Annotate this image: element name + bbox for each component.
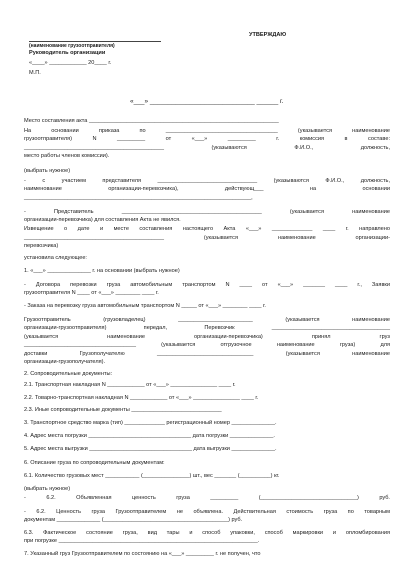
body-line: 5. Адрес места выгрузки _________________________________ дата выгрузки ______________.: [24, 446, 277, 452]
body-line: при погрузке ________________________________________________________________.: [24, 538, 260, 544]
body-line: место работы членов комиссии).: [24, 153, 110, 159]
body-line: доставки Грузополучателю _______________________________ (указывается наименование: [24, 351, 390, 357]
shipper-name-caption: (наименование грузоотправителя): [29, 41, 161, 50]
body-line: грузоотправителя N ____ от «___» ________ ____ г.: [24, 290, 159, 296]
body-line: 2.2. Товарно-транспортная накладная N ____________ от «___» _______________ ____ г.: [24, 395, 259, 401]
head-of-organization: Руководитель организации: [29, 50, 106, 56]
body-line: 7. Указанный груз Грузоотправителем по состоянию на «___» _________ г. не получен, что: [24, 551, 261, 557]
body-line: Извещение о дате и месте составления настоящего Акта «___» _____________ ____ г. направлено: [24, 226, 390, 232]
body-line: На основании приказа по ____________________________________ (указывается наименование: [24, 128, 390, 134]
body-line: - Заказа на перевозку груза автомобильным транспортом N _____ от «___» ________ ____ г.: [24, 303, 266, 309]
body-line: 6. Описание груза по сопроводительным документам:: [24, 460, 165, 466]
act-date-line: «___» _____________________________ ______ г.: [130, 98, 284, 105]
body-line: установила следующее:: [24, 255, 87, 261]
body-line: - Представитель _____________________________________________ (указывается наименование: [24, 209, 390, 215]
body-line: 4. Адрес места погрузки _________________________________ дата погрузки ______________.: [24, 433, 275, 439]
seal-label: М.П.: [29, 70, 41, 76]
approval-date-line: «____» ____________ 20____ г.: [29, 60, 112, 66]
body-line: - 6.2. Объявленная ценность груза _________ (_______________________________) руб.: [24, 495, 390, 501]
body-line: - с участием представителя ________________________________ (указываются Ф.И.О., должность,: [24, 178, 390, 184]
body-line: - 6.2. Ценность груза Грузоотправителем не объявлена. Действительная стоимость груза по товарным: [24, 509, 390, 515]
body-line: 3. Транспортное средство марка (тип) _____________ регистрационный номер ______________.: [24, 420, 277, 426]
body-line: наименование организации-перевозчика), действующ___ на основании: [24, 186, 390, 192]
body-line: _____________________________________________ (указывается наименование организации-: [24, 235, 390, 241]
body-line: перевозчика): [24, 243, 59, 249]
body-line: 1. «___» ______________ г. на основании (выбрать нужное): [24, 268, 180, 274]
body-line: (выбрать нужное): [24, 486, 71, 492]
body-line: организации-перевозчика) для составления Акта не явился.: [24, 217, 181, 223]
body-line: (указывается наименование организации-перевозчика) принял груз: [24, 334, 390, 340]
body-line: Грузоотправитель (грузовладелец) ________________________ (указывается наименование: [24, 317, 390, 323]
body-line: 2. Сопроводительные документы:: [24, 371, 113, 377]
body-line: ____________________________________ (указывается отгрузочное наименование груза) для: [24, 342, 390, 348]
body-line: грузоотправителя) N _________ от «___» _________ г. комиссия в составе:: [24, 136, 390, 142]
body-line: 6.1. Количество грузовых мест ___________ (_______________) шт., вес _______ (__________) кг.: [24, 473, 280, 479]
body-line: 2.3. Иные сопроводительные документы _____________________________: [24, 407, 222, 413]
body-line: Место составления акта _____________________________________________________________: [24, 118, 279, 124]
body-line: 2.1. Транспортная накладная N ____________ от «___» _______________ ____ г.: [24, 382, 236, 388]
body-line: 6.3. Фактическое состояние груза, вид тары и способ упаковки, способ маркировки и опломбирования: [24, 530, 390, 536]
body-line: организации-грузополучателя).: [24, 359, 106, 365]
body-line: (выбрать нужное): [24, 168, 71, 174]
approve-heading: УТВЕРЖДАЮ: [249, 32, 287, 38]
body-line: _________________________________________________________________________,: [24, 195, 253, 201]
body-line: документам ______________ (________________________________________) руб.: [24, 517, 243, 523]
body-line: _____________________________________________ (указываются Ф.И.О., должность,: [24, 145, 390, 151]
body-line: - Договора перевозки груза автомобильным транспортом N ____ от «___» _______ ____ г., Заявки: [24, 282, 390, 288]
body-line: организации-грузоотправителя) передал, Перевозчик ______________________________________: [24, 325, 390, 331]
